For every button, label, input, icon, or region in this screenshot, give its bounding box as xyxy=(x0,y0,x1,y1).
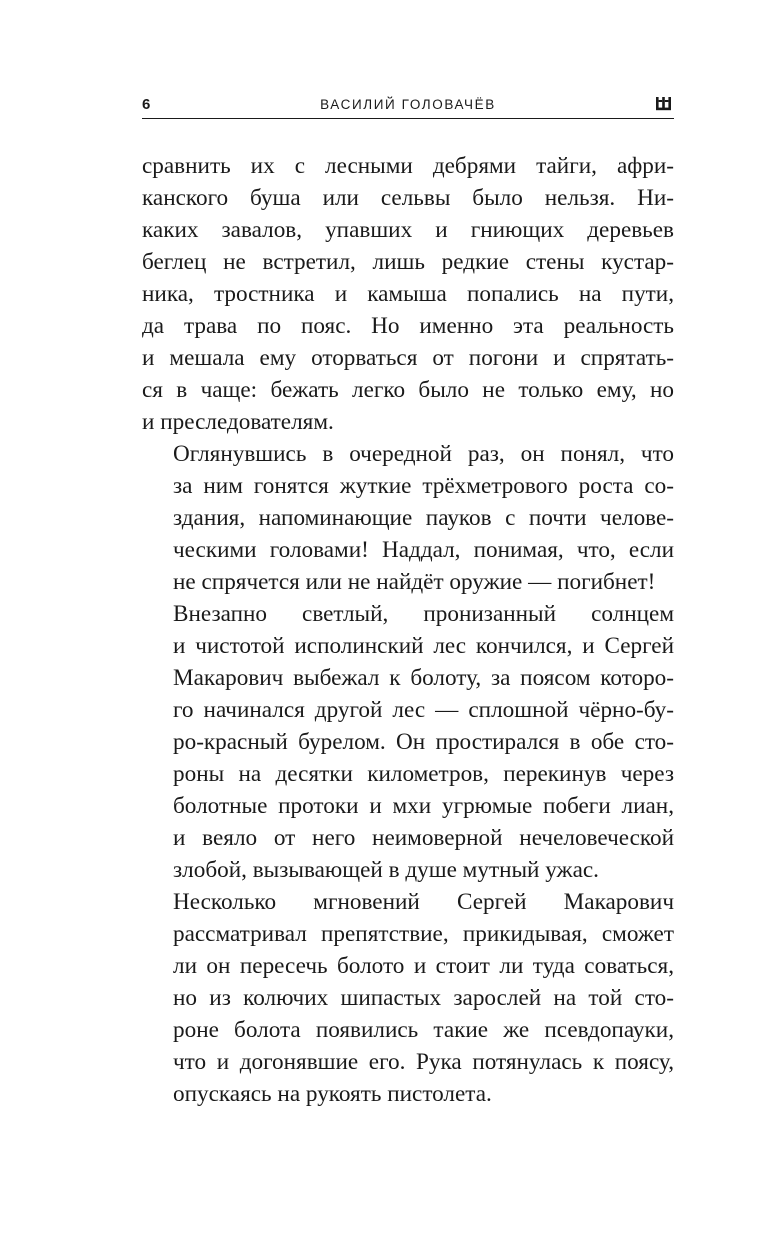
text-line: каких завалов, упавших и гниющих деревьев xyxy=(142,217,674,243)
text-line: опускаясь на рукоять пистолета. xyxy=(173,1081,492,1107)
text-line: Несколько мгновений Сергей Макарович xyxy=(173,889,674,915)
text-line: роны на десятки километров, перекинув через xyxy=(173,761,674,787)
text-line: и веяло от него неимоверной нечеловеческой xyxy=(173,825,674,851)
text-line: что и догонявшие его. Рука потянулась к поясу, xyxy=(173,1049,674,1075)
text-line: Внезапно светлый, пронизанный солнцем xyxy=(173,601,674,627)
text-line: и мешала ему оторваться от погони и спрятать- xyxy=(142,345,674,371)
text-line: но из колючих шипастых зарослей на той сто- xyxy=(173,985,674,1011)
text-line: ли он пересечь болото и стоит ли туда соваться, xyxy=(173,953,674,979)
body-text xyxy=(142,150,674,1110)
text-line: за ним гонятся жуткие трёхметрового роста со- xyxy=(173,473,674,499)
text-line: ро-красный бурелом. Он простирался в обе сто- xyxy=(173,729,674,755)
text-line: злобой, вызывающей в душе мутный ужас. xyxy=(173,857,599,883)
text-line: и чистотой исполинский лес кончился, и Сергей xyxy=(173,633,674,659)
text-line: канского буша или сельвы было нельзя. Ни- xyxy=(142,185,674,211)
text-line: ся в чаще: бежать легко было не только ему, но xyxy=(142,377,674,403)
book-page xyxy=(142,92,674,1110)
text-line: ческими головами! Наддал, понимая, что, если xyxy=(173,537,674,563)
text-line: болотные протоки и мхи угрюмые побеги лиан, xyxy=(173,793,674,819)
text-line: беглец не встретил, лишь редкие стены кустар- xyxy=(142,249,674,275)
text-line: ника, тростника и камыша попались на пути, xyxy=(142,281,674,307)
text-line: роне болота появились такие же псевдопауки, xyxy=(173,1017,674,1043)
text-line: здания, напоминающие пауков с почти челове- xyxy=(173,505,674,531)
paragraph xyxy=(142,150,674,438)
text-line: не спрячется или не найдёт оружие — погибнет! xyxy=(173,569,656,595)
paragraph xyxy=(142,438,674,598)
text-line: да трава по пояс. Но именно эта реальность xyxy=(142,313,674,339)
paragraph xyxy=(142,598,674,886)
text-line: го начинался другой лес — сплошной чёрно-бу- xyxy=(173,697,674,723)
author-name: ВАСИЛИЙ ГОЛОВАЧЁВ xyxy=(320,97,496,112)
text-line: Макарович выбежал к болоту, за поясом которо- xyxy=(173,665,674,691)
running-head xyxy=(142,92,674,119)
text-line: и преследователям. xyxy=(142,409,334,435)
text-line: рассматривал препятствие, прикидывая, сможет xyxy=(173,921,674,947)
text-line: сравнить их с лесными дебрями тайги, афри- xyxy=(142,153,674,179)
page-number: 6 xyxy=(142,96,151,113)
text-line: Оглянувшись в очередной раз, он понял, что xyxy=(173,441,674,467)
paragraph xyxy=(142,886,674,1110)
publisher-logo-icon xyxy=(655,95,672,113)
